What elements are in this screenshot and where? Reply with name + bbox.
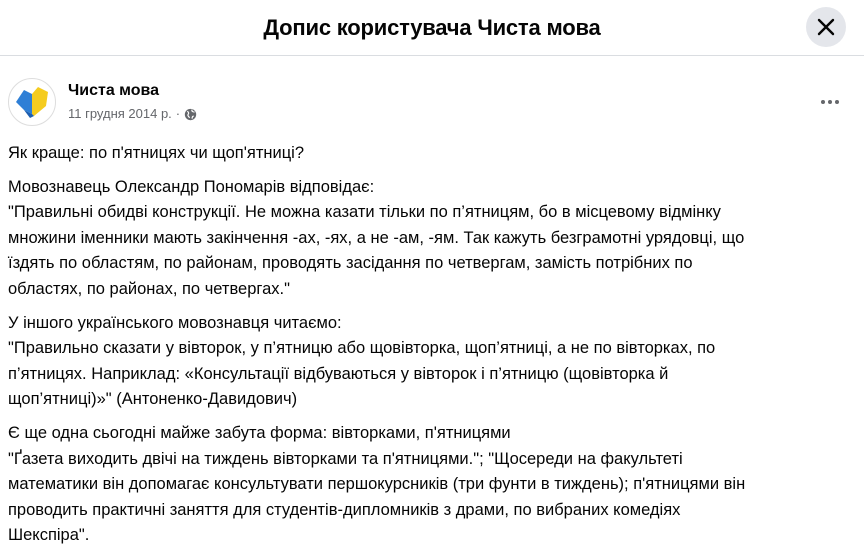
text-line: п’ятницях. Наприклад: «Консультації відбуваються у вівторок і п’ятницю (щовівторка й	[8, 364, 669, 383]
post-paragraph	[8, 311, 864, 413]
author-name[interactable]: Чиста мова	[68, 82, 160, 99]
heart-logo-icon	[12, 82, 52, 122]
post-paragraph	[8, 421, 864, 549]
text-line: Як краще: по п'ятницях чи щоп'ятниці?	[8, 144, 305, 162]
text-line: "Ґазета виходить двічі на тиждень вівторками та п'ятницями."; "Щосереди на факультеті	[8, 449, 683, 468]
text-line: У іншого українського мовознавця читаємо:	[8, 313, 342, 332]
dialog-header	[0, 0, 864, 56]
text-line: областях, по районах, по четвергах."	[8, 279, 290, 298]
more-options-button[interactable]	[812, 88, 848, 116]
text-line: проводить практичні заняття для студентів-дипломників з драми, по вибраних комедіях	[8, 500, 681, 519]
text-line: щоп’ятниці)»" (Антоненко-Давидович)	[8, 390, 298, 409]
close-button[interactable]	[806, 7, 846, 47]
avatar[interactable]	[8, 78, 56, 126]
text-line: їздять по областям, по районам, проводять засідання по четвергам, замість потрібних по	[8, 254, 693, 273]
post-date[interactable]: 11 грудня 2014 р.	[68, 106, 172, 121]
post-body	[8, 141, 864, 557]
globe-icon	[184, 108, 197, 121]
post-header	[8, 78, 197, 126]
text-line: Є ще одна сьогодні майже забута форма: вівторками, п'ятницями	[8, 423, 511, 442]
post-paragraph	[8, 141, 864, 167]
text-line: множини іменники мають закінчення -ах, -ях, а не -ам, -ям. Так кажуть безграмотні урядовці, що	[8, 228, 745, 247]
close-icon	[817, 18, 835, 36]
text-line: Шекспіра".	[8, 526, 90, 545]
dialog-title: Допис користувача Чиста мова	[263, 14, 601, 40]
text-line: "Правильно сказати у вівторок, у п’ятницю або щовівторка, щоп’ятниці, а не по вівторках, по	[8, 339, 716, 358]
post-paragraph	[8, 175, 864, 303]
separator: ·	[175, 106, 181, 121]
text-line: Мовознавець Олександр Пономарів відповідає:	[8, 177, 375, 196]
text-line: "Правильні обидві конструкції. Не можна казати тільки по п’ятницям, бо в місцевому відмінку	[8, 203, 721, 222]
text-line: математики він допомагає консультувати першокурсників (три фунти в тиждень); п'ятницями він	[8, 475, 746, 494]
